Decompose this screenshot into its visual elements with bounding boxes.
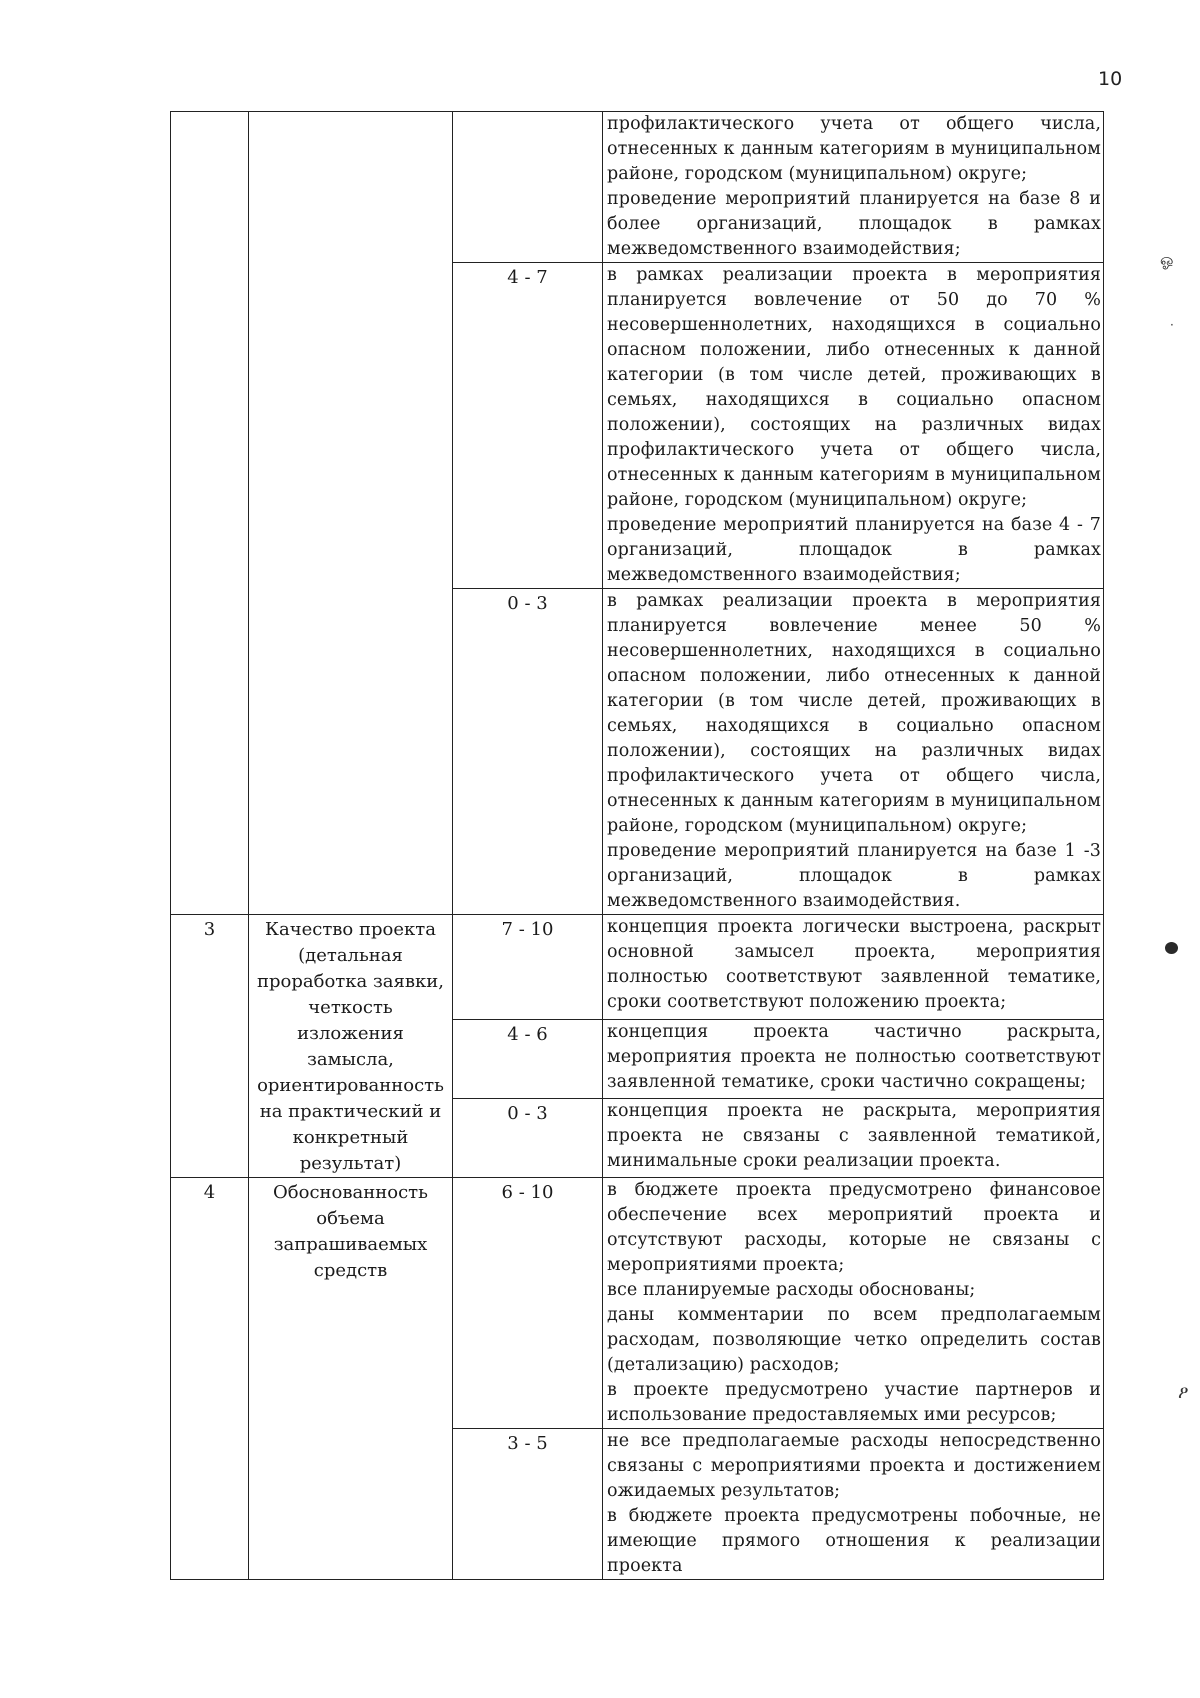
score-description [603,589,1104,915]
score-range: 0 - 3 [453,589,603,915]
criterion-number: 3 [171,915,249,1178]
scan-blot [1165,942,1178,954]
description-paragraph: не все предполагаемые расходы непосредственно связаны с мероприятиями проекта и достижением ожидаемых результатов; [607,1431,1101,1501]
description-paragraph: проведение мероприятий планируется на базе 8 и более организаций, площадок в рамках межведомственного взаимодействия; [607,189,1101,259]
description-paragraph: все планируемые расходы обоснованы; [607,1280,976,1300]
description-paragraph: в бюджете проекта предусмотрены побочные, не имеющие прямого отношения к реализации проекта [607,1506,1101,1576]
score-description [603,112,1104,263]
criterion-number: 4 [171,1178,249,1580]
description-paragraph: концепция проекта частично раскрыта, мероприятия проекта не полностью соответствуют заявленной тематике, сроки частично сокращены; [607,1021,1101,1092]
score-range: 0 - 3 [453,1098,603,1177]
score-range: 7 - 10 [453,915,603,1020]
criterion-name [249,112,453,915]
description-paragraph: в рамках реализации проекта в мероприятия планируется вовлечение от 50 до 70 % несовершеннолетних, находящихся в социально опасном положении, либо отнесенных к данной категории (в том числе детей, проживающих в семьях, находящихся в социально опасном положении), состоящих на различных видах профилактического учета от общего числа, отнесенных к данным категориям в муниципальном районе, городском (муниципальном) округе; [607,265,1101,510]
score-range [453,112,603,263]
criterion-name: Качество проекта (детальная проработка заявки, четкость изложения замысла, ориентированность на практический и конкретный результат) [249,915,453,1178]
score-description [603,1019,1104,1098]
scan-mark: ஓ [1160,250,1174,269]
table-row [171,1178,1104,1429]
score-description [603,1098,1104,1177]
score-range: 6 - 10 [453,1178,603,1429]
score-description [603,1178,1104,1429]
score-description [603,915,1104,1020]
description-paragraph: профилактического учета от общего числа, отнесенных к данным категориям в муниципальном районе, городском (муниципальном) округе; [607,114,1101,184]
table-row [171,915,1104,1020]
scan-mark: · [1170,318,1174,332]
score-description [603,1429,1104,1580]
criteria-table [170,111,1104,1580]
criterion-number [171,112,249,915]
score-range: 4 - 7 [453,263,603,589]
description-paragraph: концепция проекта логически выстроена, раскрыт основной замысел проекта, мероприятия полностью соответствуют заявленной тематике, сроки соответствуют положению проекта; [607,917,1101,1012]
score-range: 4 - 6 [453,1019,603,1098]
page-number: 10 [1098,68,1123,90]
score-range: 3 - 5 [453,1429,603,1580]
table-row [171,112,1104,263]
description-paragraph: даны комментарии по всем предполагаемым расходам, позволяющие четко определить состав (детализацию) расходов; [607,1305,1101,1375]
description-paragraph: в рамках реализации проекта в мероприятия планируется вовлечение менее 50 % несовершеннолетних, находящихся в социально опасном положении, либо отнесенных к данной категории (в том числе детей, проживающих в семьях, находящихся в социально опасном положении), состоящих на различных видах профилактического учета от общего числа, отнесенных к данным категориям в муниципальном районе, городском (муниципальном) округе; [607,591,1101,836]
description-paragraph: концепция проекта не раскрыта, мероприятия проекта не связаны с заявленной тематикой, минимальные сроки реализации проекта. [607,1100,1101,1171]
description-paragraph: проведение мероприятий планируется на базе 4 - 7 организаций, площадок в рамках межведомственного взаимодействия; [607,515,1101,585]
description-paragraph: в бюджете проекта предусмотрено финансовое обеспечение всех мероприятий проекта и отсутствуют расходы, которые не связаны с мероприятиями проекта; [607,1180,1101,1275]
score-description [603,263,1104,589]
description-paragraph: в проекте предусмотрено участие партнеров и использование предоставляемых ими ресурсов; [607,1380,1101,1425]
scan-mark: ዖ [1178,1382,1189,1403]
description-paragraph: проведение мероприятий планируется на базе 1 -3 организаций, площадок в рамках межведомственного взаимодействия. [607,841,1101,911]
criterion-name: Обоснованность объема запрашиваемых средств [249,1178,453,1580]
